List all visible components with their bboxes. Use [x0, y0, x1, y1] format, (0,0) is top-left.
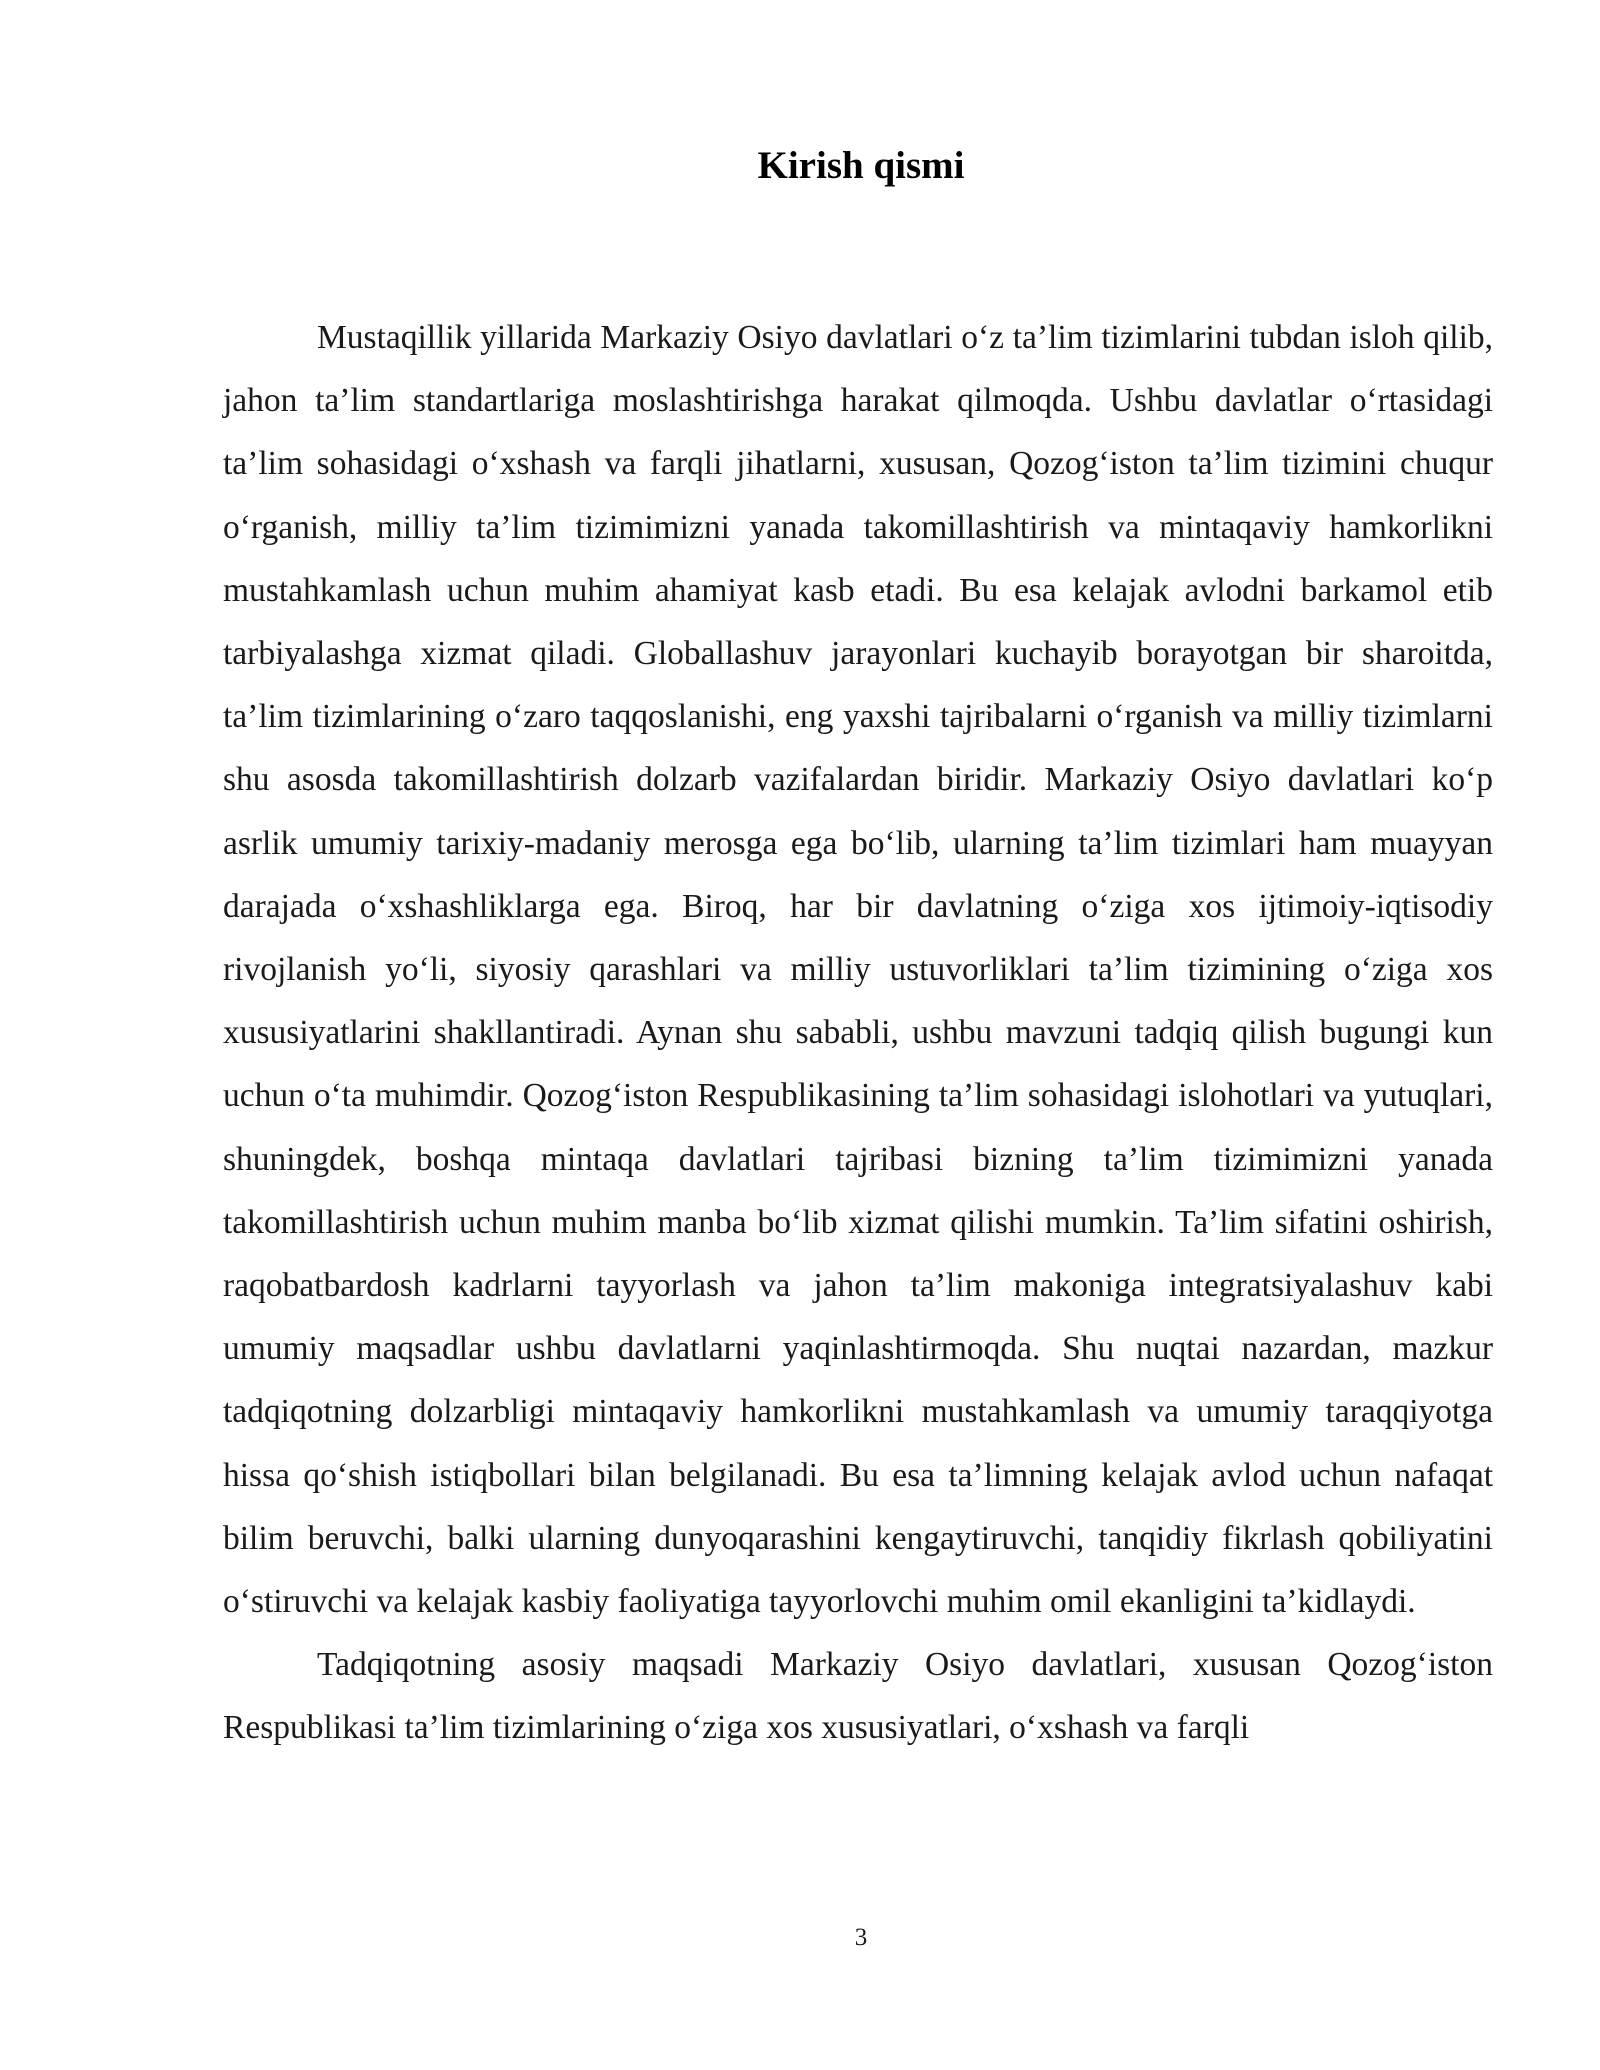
body-text: [223, 306, 1493, 1760]
page-number: 3: [854, 1924, 868, 1951]
paragraph-introduction: Mustaqillik yillarida Markaziy Osiyo davlatlari o‘z ta’lim tizimlarini tubdan isloh qilib, jahon ta’lim standartlariga moslashtirishga harakat qilmoqda. Ushbu davlatlar o‘rtasidagi ta’lim sohasidagi o‘xshash va farqli jihatlarni, xususan, Qozog‘iston ta’lim tizimini chuqur o‘rganish, milliy ta’lim tizimimizni yanada takomillashtirish va mintaqaviy hamkorlikni mustahkamlash uchun muhim ahamiyat kasb etadi. Bu esa kelajak avlodni barkamol etib tarbiyalashga xizmat qiladi. Globallashuv jarayonlari kuchayib borayotgan bir sharoitda, ta’lim tizimlarining o‘zaro taqqoslanishi, eng yaxshi tajribalarni o‘rganish va milliy tizimlarni shu asosda takomillashtirish dolzarb vazifalardan biridir. Markaziy Osiyo davlatlari ko‘p asrlik umumiy tarixiy-madaniy merosga ega bo‘lib, ularning ta’lim tizimlari ham muayyan darajada o‘xshashliklarga ega. Biroq, har bir davlatning o‘ziga xos ijtimoiy-iqtisodiy rivojlanish yo‘li, siyosiy qarashlari va milliy ustuvorliklari ta’lim tizimining o‘ziga xos xususiyatlarini shakllantiradi. Aynan shu sababli, ushbu mavzuni tadqiq qilish bugungi kun uchun o‘ta muhimdir. Qozog‘iston Respublikasining ta’lim sohasidagi islohotlari va yutuqlari, shuningdek, boshqa mintaqa davlatlari tajribasi bizning ta’lim tizimimizni yanada takomillashtirish uchun muhim manba bo‘lib xizmat qilishi mumkin. Ta’lim sifatini oshirish, raqobatbardosh kadrlarni tayyorlash va jahon ta’lim makoniga integratsiyalashuv kabi umumiy maqsadlar ushbu davlatlarni yaqinlashtirmoqda. Shu nuqtai nazardan, mazkur tadqiqotning dolzarbligi mintaqaviy hamkorlikni mustahkamlash va umumiy taraqqiyotga hissa qo‘shish istiqbollari bilan belgilanadi. Bu esa ta’limning kelajak avlod uchun nafaqat bilim beruvchi, balki ularning dunyoqarashini kengaytiruvchi, tanqidiy fikrlash qobiliyatini o‘stiruvchi va kelajak kasbiy faoliyatiga tayyorlovchi muhim omil ekanligini ta’kidlaydi.: [223, 319, 1493, 1621]
paragraph-research-goal: Tadqiqotning asosiy maqsadi Markaziy Osiyo davlatlari, xususan Qozog‘iston Respublikasi ta’lim tizimlarining o‘ziga xos xususiyatlari, o‘xshash va farqli: [223, 1646, 1493, 1747]
page-title: Kirish qismi: [757, 144, 965, 187]
